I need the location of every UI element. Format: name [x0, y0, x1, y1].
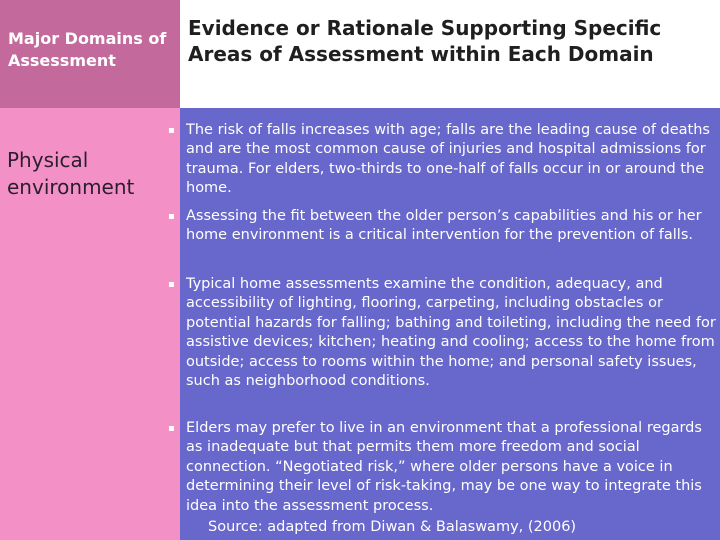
evidence-bullet-text: Assessing the fit between the older person’s capabilities and his or her home environment is a critical intervention for the prevention of falls. — [186, 208, 702, 244]
bullet-icon: ▪ — [168, 125, 175, 136]
bullet-icon: ▪ — [168, 423, 175, 434]
evidence-bullet — [168, 207, 716, 246]
evidence-bullet-text: Typical home assessments examine the condition, adequacy, and accessibility of lighting, flooring, carpeting, including obstacles or potential hazards for falling; bathing and toileting, including the need for assistive devices; kitchen; heating and cooling; access to the home from outside; access to rooms within the home; and personal safety issues, such as neighborhood conditions. — [186, 276, 716, 390]
evidence-bullet — [168, 275, 716, 391]
evidence-column-title: Evidence or Rationale Supporting Specific Areas of Assessment within Each Domain — [188, 16, 662, 66]
evidence-bullet — [168, 419, 716, 516]
bullet-icon: ▪ — [168, 211, 175, 222]
source-citation: Source: adapted from Diwan & Balaswamy, (2006) — [208, 519, 577, 535]
evidence-bullet-text: The risk of falls increases with age; falls are the leading cause of deaths and are the most common cause of injuries and hospital admissions for trauma. For elders, two-thirds to one-half of falls occur in or around the home. — [186, 122, 710, 197]
domains-column-header — [0, 0, 180, 108]
evidence-bullet — [168, 121, 716, 199]
bullet-icon: ▪ — [168, 279, 175, 290]
domain-label-physical-environment: Physical environment — [7, 148, 135, 199]
evidence-bullet-text: Elders may prefer to live in an environment that a professional regards as inadequate but that permits them more freedom and social connection. “Negotiated risk,” where older persons have a voice in determining their level of risk-taking, may be one way to integrate this idea into the assessment process. — [186, 420, 702, 514]
evidence-column-header — [180, 0, 720, 108]
evidence-column-body — [168, 108, 720, 540]
domains-column-title: Major Domains of Assessment — [8, 29, 167, 70]
